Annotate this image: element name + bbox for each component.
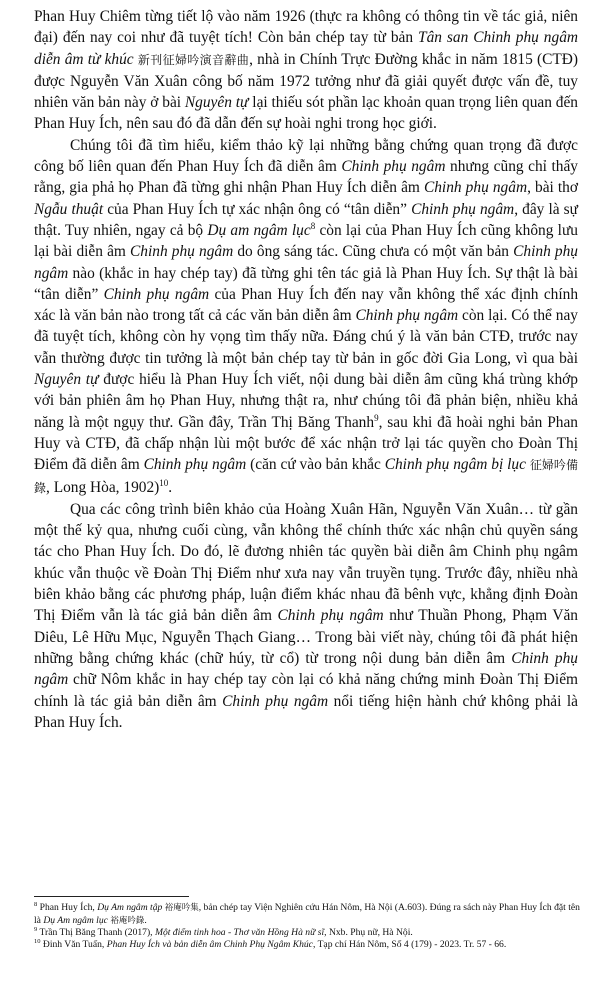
text-run: còn lại. Có thể nay đã tuyệt tích, không còn hy vọng tìm thấy nữa. Đáng chú ý là văn bản CTĐ, trước nay vẫn thường được tin tưởng là một bản chép tay từ bản in gốc đời Gia Long, vì qua bài [34, 307, 578, 367]
text-run: . [168, 478, 173, 496]
italic-title: Chinh phụ ngâm [34, 649, 579, 689]
text-run: nổi tiếng hiện hành chứ không phải là Phan Huy Ích. [34, 692, 579, 731]
italic-title: Chinh phụ ngâm [411, 200, 515, 218]
italic-title: Chinh phụ ngâm [34, 243, 578, 282]
italic-title: Chinh phụ ngâm [341, 158, 446, 176]
italic-title: Tân san Chinh phụ ngâm diễn âm từ khúc [34, 29, 578, 68]
han-characters: 裕庵吟集 [164, 903, 199, 913]
text-run: , nhà in Chính Trực Đường khắc in năm 1815 (CTĐ) được Nguyễn Văn Xuân công bố năm 1972 tưởng như đã giải quyết được vấn đề, tuy nhiên văn bản này ở bài [34, 50, 578, 112]
text-run: . [144, 914, 147, 926]
text-run: Chúng tôi đã tìm hiểu, kiểm thảo kỹ lại những bằng chứng quan trọng đã được công bố liên quan đến Phan Huy Ích đã diễn âm [34, 136, 578, 176]
footnote-ref: 9 [374, 412, 379, 423]
italic-title: Chinh phụ ngâm [103, 285, 210, 303]
text-run: , Nxb. Phụ nữ, Hà Nội. [324, 927, 413, 939]
italic-title: Một điểm tinh hoa - Thơ văn Hồng Hà nữ sĩ [154, 927, 325, 939]
footnote-ref: 8 [310, 220, 316, 231]
text-run: , Long Hòa, 1902) [46, 478, 160, 496]
body-text [34, 6, 578, 733]
footnote-ref: 9 [34, 926, 38, 933]
text-run: nhưng cũng chỉ thấy rằng, gia phả họ Phan đã từng ghi nhận Phan Huy Ích diễn âm [34, 158, 578, 197]
text-run: như Thuần Phong, Phạm Văn Diêu, Lê Hữu Mục, Nguyễn Thạch Giang… Trong bài viết này, chúng tôi đã phát hiện những bằng chứng khác (chữ húy, từ cổ) từ trong nội dung bản diễn âm [34, 607, 578, 667]
footnote-ref: 8 [34, 900, 38, 908]
text-run: Phan Huy Chiêm từng tiết lộ vào năm 1926 (thực ra không có thông tin về tác giả, niên đại) đến nay coi như đã tuyệt tích! Còn bản chép tay từ bản [34, 8, 578, 47]
text-run: , đây là sự thật. Tuy nhiên, ngay cả bộ [34, 200, 578, 239]
text-run: còn lại của Phan Huy Ích cũng không lưu lại bài diễn âm [34, 221, 578, 261]
text-run: chữ Nôm khắc in hay chép tay còn lại có khả năng chứng minh Đoàn Thị Điểm chính là tác giả bản diễn âm [34, 671, 578, 710]
italic-title: Chinh phụ ngâm [277, 607, 384, 625]
paragraph [34, 135, 578, 499]
text-run: của Phan Huy Ích tự xác nhận ông có “tân diễn” [103, 200, 412, 218]
text-run: , bản chép tay Viện Nghiên cứu Hán Nôm, Hà Nội (A.603). Đúng ra sách này Phan Huy Ích đặt tên là [34, 902, 580, 926]
text-run: , Tạp chí Hán Nôm, Số 4 (179) - 2023. Tr. 57 - 66. [312, 938, 507, 950]
italic-title: Dụ Am ngâm lục [43, 914, 108, 926]
italic-title: Chinh phụ ngâm [143, 456, 247, 474]
italic-title: Nguyên tự [184, 94, 249, 112]
han-characters: 征婦吟備錄 [34, 458, 578, 495]
footnote-ref: 10 [34, 937, 41, 945]
footnote-divider [34, 896, 189, 897]
italic-title: Chinh phụ ngâm [355, 307, 459, 325]
text-run: nào (khắc in hay chép tay) đã từng ghi tên tác giả là Phan Huy Ích. Sự thật là bài “tân diễn” [34, 264, 578, 303]
footnote-10 [34, 939, 582, 951]
italic-title: Chinh phụ ngâm [222, 692, 329, 710]
text-run: của Phan Huy Ích đến nay vẫn không thể xác định chính xác là văn bản nào trong tất cả các văn bản diễn âm [34, 285, 579, 325]
text-run: Qua các công trình biên khảo của Hoàng Xuân Hãn, Nguyễn Văn Xuân… từ gần một thế kỷ qua, nhưng cuối cùng, vẫn không thể chính thức xác nhận chủ quyền sáng tác cho Phan Huy Ích. Do đó, lẽ đương nhiên tác quyền bài diễn âm Chinh phụ ngâm khúc vẫn thuộc về Đoàn Thị Điểm như xưa nay vẫn truyền tụng. Trước đây, nhiều nhà biên khảo bằng các phương pháp, luận điểm khác nhau đã bênh vực, khẳng định Đoàn Thị Điểm vẫn là tác giả bản diễn âm [34, 500, 578, 625]
italic-title: Chinh phụ ngâm bị lục [384, 456, 526, 474]
italic-title: Chinh phụ ngâm [130, 243, 234, 261]
text-run: Phan Huy Ích, [37, 902, 98, 913]
italic-title: Phan Huy Ích và bản diễn âm Chinh Phụ Ngâm Khúc [106, 938, 313, 950]
italic-title: Dụ Am ngâm tập [97, 902, 163, 913]
text-run: được hiểu là Phan Huy Ích viết, nội dung bài diễn âm cũng khá trùng khớp với bản phiên âm họ Phan Huy, nhưng thật ra, như chúng tôi đã phản biện, nhiều khả năng là một ngụy thư. Gần đây, Trần Thị Băng Thanh [34, 371, 578, 431]
text-run: Trần Thị Băng Thanh (2017), [37, 927, 155, 939]
han-characters: 裕庵吟錄 [110, 915, 145, 926]
footnote-ref: 10 [159, 477, 169, 488]
text-run: (căn cứ vào bản khắc [246, 456, 385, 474]
text-run: lại thiếu sót phần lạc khoản quan trọng liên quan đến Phan Huy Ích, nên sau đó đã dẫn đến sự hoài nghi trong học giới. [34, 94, 579, 133]
text-run: Đinh Văn Tuấn, [40, 938, 107, 950]
text-run: , bài thơ [527, 179, 578, 197]
italic-title: Nguyên tự [34, 371, 99, 389]
italic-title: Chinh phụ ngâm [423, 179, 528, 197]
footnote-8 [34, 902, 582, 927]
han-characters: 新刊征婦吟演音辭曲 [137, 52, 250, 67]
italic-title: Ngẫu thuật [34, 200, 104, 218]
italic-title: Dụ am ngâm lục [207, 221, 311, 239]
text-run: do ông sáng tác. Cũng chưa có một văn bản [233, 243, 514, 261]
footnotes [34, 902, 582, 950]
footnote-9 [34, 927, 582, 939]
paragraph [34, 6, 578, 135]
paragraph [34, 499, 578, 733]
text-run: , sau khi đã hoài nghi bản Phan Huy và CTĐ, đã chấp nhận lùi một bước để xác nhận trở lại tác quyền cho Đoàn Thị Điểm đã diễn âm [34, 413, 578, 474]
